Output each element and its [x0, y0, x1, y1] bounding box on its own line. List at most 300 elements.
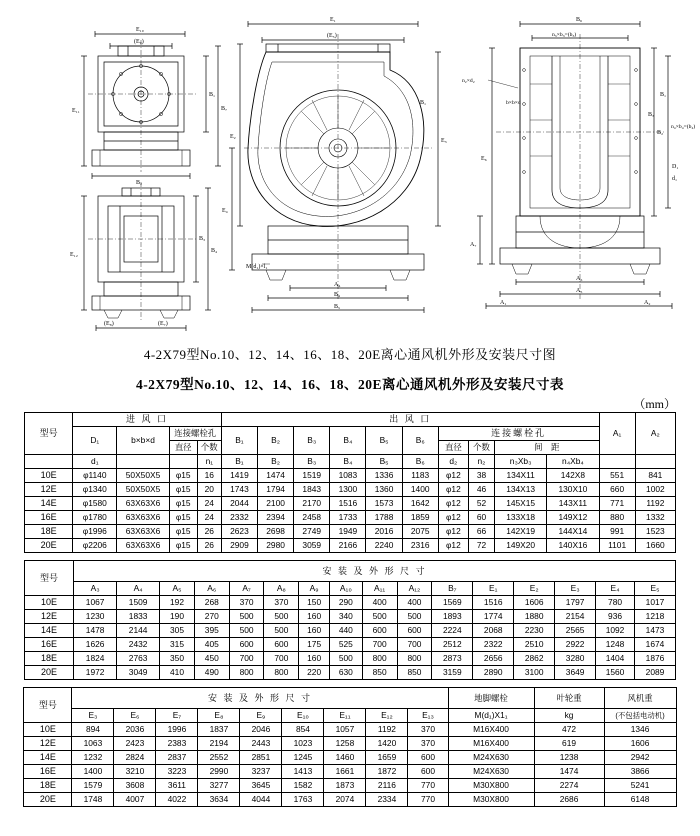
table-row [25, 469, 676, 483]
cell-dim-5: 500 [264, 610, 299, 624]
cell-model: 20E [25, 666, 74, 680]
cell-d1: φ1140 [73, 469, 117, 483]
cell-n1: 20 [197, 483, 221, 497]
cell-dim-14: 1092 [596, 624, 635, 638]
cell-dim-5: 600 [264, 638, 299, 652]
cell-n3b3: 133X18 [495, 511, 547, 525]
last-sub-5: E₁₀ [282, 709, 324, 723]
cell-d1: φ1780 [73, 511, 117, 525]
cell-dim-6: 1661 [324, 765, 366, 779]
cell-dim-5: 854 [282, 723, 324, 737]
table-main [24, 412, 676, 553]
table-row [24, 737, 676, 751]
last-header-group: 安 装 及 外 形 尺 寸 [72, 688, 448, 709]
cell-dim-2: 3223 [156, 765, 198, 779]
cell-n2: 72 [468, 539, 494, 553]
cell-dim-5: 700 [264, 652, 299, 666]
cell-dim-0: 1748 [72, 793, 114, 807]
cell-bxbxd: 63X63X6 [117, 511, 169, 525]
cell-model: 12E [25, 610, 74, 624]
cell-d1: φ1340 [73, 483, 117, 497]
svg-text:(E₇): (E₇) [158, 321, 168, 327]
cell-dim-8: 770 [408, 793, 448, 807]
cell-a1: 880 [599, 511, 635, 525]
cell-b2: 2980 [258, 539, 294, 553]
cell-dim-2: 410 [160, 666, 195, 680]
cell-dim-7: 1659 [366, 751, 408, 765]
cell-bxbxd: 50X50X5 [117, 483, 169, 497]
table-row [25, 497, 676, 511]
cell-dim-2: 1996 [156, 723, 198, 737]
svg-text:E₃: E₃ [441, 138, 447, 144]
cell-model: 14E [25, 624, 74, 638]
cell-dim-4: 3237 [240, 765, 282, 779]
cell-bolt: M16X400 [448, 737, 534, 751]
header-diameter: 直径 [169, 441, 197, 455]
header-diameter-2: 直径 [438, 441, 468, 455]
cell-b5: 1788 [366, 511, 402, 525]
svg-text:B₂: B₂ [136, 180, 143, 186]
cell-bolt: M24X630 [448, 765, 534, 779]
header-b6: B₆ [402, 427, 438, 455]
cell-dim-14: 1560 [596, 666, 635, 680]
cell-b6: 2316 [402, 539, 438, 553]
header-blank [25, 455, 73, 469]
cell-dim-9: 800 [397, 652, 432, 666]
cell-dim-4: 500 [229, 624, 264, 638]
dims-sub-12: E₂ [514, 582, 555, 596]
cell-n3b3: 145X15 [495, 497, 547, 511]
header-b3: B₃ [294, 427, 330, 455]
cell-dim-5: 1245 [282, 751, 324, 765]
cell-b5: 2016 [366, 525, 402, 539]
cell-b2: 1474 [258, 469, 294, 483]
cell-dim-2: 350 [160, 652, 195, 666]
cell-dim-9: 700 [397, 638, 432, 652]
cell-bolt: M24X630 [448, 751, 534, 765]
cell-dim-15: 2089 [634, 666, 675, 680]
cell-bxbxd: 63X63X6 [117, 525, 169, 539]
cell-b5: 1360 [366, 483, 402, 497]
cell-b4: 1516 [330, 497, 366, 511]
cell-n3b3: 142X19 [495, 525, 547, 539]
cell-n4b4: 143X11 [547, 497, 599, 511]
cell-dim-6: 160 [299, 610, 330, 624]
cell-dim-5: 800 [264, 666, 299, 680]
cell-dim-11: 2656 [473, 652, 514, 666]
table-row [25, 596, 676, 610]
header-blank5 [635, 455, 675, 469]
cell-dim-0: 1063 [72, 737, 114, 751]
cell-n4b4: 140X16 [547, 539, 599, 553]
cell-b5: 1336 [366, 469, 402, 483]
cell-d2: φ12 [438, 497, 468, 511]
svg-text:n₄×b₄=(b₄): n₄×b₄=(b₄) [671, 124, 696, 130]
cell-bxbxd: 50X50X5 [117, 469, 169, 483]
dims-sub-11: E₁ [473, 582, 514, 596]
svg-text:E₂: E₂ [230, 134, 236, 140]
cell-model: 16E [24, 765, 72, 779]
svg-text:E₆: E₆ [481, 156, 487, 162]
header-b1: B₁ [221, 427, 257, 455]
cell-impeller: 2274 [534, 779, 604, 793]
dims-sub-0: A₃ [74, 582, 117, 596]
cell-dim-12: 2862 [514, 652, 555, 666]
cell-dim-6: 1057 [324, 723, 366, 737]
cell-dim-12: 1880 [514, 610, 555, 624]
cell-b1: 2332 [221, 511, 257, 525]
cell-dim-3: 2990 [198, 765, 240, 779]
cell-dim-7: 500 [329, 652, 362, 666]
cell-dim-0: 1067 [74, 596, 117, 610]
cell-b2: 1794 [258, 483, 294, 497]
cell-dim-7: 525 [329, 638, 362, 652]
cell-dim-1: 4007 [114, 793, 156, 807]
cell-impeller: 2686 [534, 793, 604, 807]
cell-dim-6: 1460 [324, 751, 366, 765]
cell-dim-2: 305 [160, 624, 195, 638]
cell-b4: 1300 [330, 483, 366, 497]
cell-dim-12: 2230 [514, 624, 555, 638]
cell-fan: 6148 [604, 793, 676, 807]
figure-caption: 4-2X79型No.10、12、14、16、18、20E离心通风机外形及安装尺寸图 [143, 347, 557, 362]
cell-dia: φ15 [169, 539, 197, 553]
header-b6s: B₆ [402, 455, 438, 469]
cell-dim-0: 1824 [74, 652, 117, 666]
svg-text:M(d₁)×l₁: M(d₁)×l₁ [246, 264, 268, 270]
cell-dim-8: 370 [408, 737, 448, 751]
last-sub-1: E₆ [114, 709, 156, 723]
cell-dim-14: 1404 [596, 652, 635, 666]
unit-note: （mm） [633, 397, 676, 411]
cell-dim-0: 1626 [74, 638, 117, 652]
cell-d2: φ12 [438, 525, 468, 539]
cell-dim-10: 2873 [432, 652, 473, 666]
cell-dim-7: 630 [329, 666, 362, 680]
svg-text:A₁: A₁ [500, 300, 507, 306]
cell-dim-13: 2922 [555, 638, 596, 652]
cell-dim-4: 2443 [240, 737, 282, 751]
cell-model: 10E [24, 723, 72, 737]
cell-dim-6: 220 [299, 666, 330, 680]
cell-b5: 1573 [366, 497, 402, 511]
last-impeller-unit: kg [534, 709, 604, 723]
cell-dim-8: 700 [362, 638, 397, 652]
header-b4s: B₄ [330, 455, 366, 469]
header-spacing: 间 距 [495, 441, 600, 455]
last-sub-7: E₁₂ [366, 709, 408, 723]
cell-dim-4: 600 [229, 638, 264, 652]
cell-n3b3: 134X13 [495, 483, 547, 497]
cell-b1: 1419 [221, 469, 257, 483]
svg-text:B₃: B₃ [648, 112, 655, 118]
svg-text:A₅: A₅ [576, 288, 583, 294]
cell-fan: 1606 [604, 737, 676, 751]
cell-dim-4: 2046 [240, 723, 282, 737]
cell-model: 18E [24, 779, 72, 793]
cell-dim-8: 500 [362, 610, 397, 624]
cell-n1: 24 [197, 511, 221, 525]
svg-text:B₁: B₁ [209, 92, 216, 98]
cell-model: 12E [25, 483, 73, 497]
cell-dim-10: 1569 [432, 596, 473, 610]
cell-a1: 1101 [599, 539, 635, 553]
cell-dim-2: 2383 [156, 737, 198, 751]
svg-text:E₁₂: E₁₂ [70, 252, 78, 258]
cell-dia: φ15 [169, 469, 197, 483]
header-count: 个数 [197, 441, 221, 455]
cell-dim-14: 1248 [596, 638, 635, 652]
svg-text:B₇: B₇ [221, 106, 228, 112]
header-bxbxd: b×b×d [117, 427, 169, 455]
svg-text:B₄: B₄ [334, 292, 341, 298]
cell-dim-14: 936 [596, 610, 635, 624]
cell-n2: 38 [468, 469, 494, 483]
svg-text:E₄: E₄ [222, 208, 228, 214]
cell-model: 18E [25, 525, 73, 539]
cell-dim-8: 800 [362, 652, 397, 666]
svg-text:A₂: A₂ [644, 300, 651, 306]
last-sub-2: E₇ [156, 709, 198, 723]
last-sub-6: E₁₁ [324, 709, 366, 723]
header-blank3 [169, 455, 197, 469]
cell-dia: φ15 [169, 525, 197, 539]
svg-text:A₇: A₇ [470, 242, 477, 248]
cell-d2: φ12 [438, 483, 468, 497]
cell-dim-0: 1232 [72, 751, 114, 765]
cell-b3: 3059 [294, 539, 330, 553]
cell-b1: 2909 [221, 539, 257, 553]
header-b5s: B₅ [366, 455, 402, 469]
cell-dim-3: 1837 [198, 723, 240, 737]
cell-d2: φ12 [438, 539, 468, 553]
cell-dim-7: 340 [329, 610, 362, 624]
cell-b4: 1083 [330, 469, 366, 483]
cell-impeller: 472 [534, 723, 604, 737]
cell-n1: 24 [197, 497, 221, 511]
cell-n3b3: 134X11 [495, 469, 547, 483]
cell-b6: 1859 [402, 511, 438, 525]
cell-dim-8: 600 [362, 624, 397, 638]
cell-dim-13: 3280 [555, 652, 596, 666]
cell-dim-9: 600 [397, 624, 432, 638]
last-fan-sub: (不包括电动机) [604, 709, 676, 723]
table-row [24, 723, 676, 737]
cell-a1: 551 [599, 469, 635, 483]
cell-model: 14E [25, 497, 73, 511]
cell-dim-8: 600 [408, 765, 448, 779]
cell-dim-3: 405 [194, 638, 229, 652]
svg-text:(E₈): (E₈) [104, 321, 114, 327]
cell-dim-3: 2552 [198, 751, 240, 765]
svg-text:B₁: B₁ [660, 92, 667, 98]
dims-header-model: 型号 [25, 561, 74, 596]
cell-dim-4: 2851 [240, 751, 282, 765]
cell-dim-10: 1893 [432, 610, 473, 624]
cell-b3: 1843 [294, 483, 330, 497]
table-caption: 4-2X79型No.10、12、14、16、18、20E离心通风机外形及安装尺寸表 [135, 377, 565, 392]
cell-b3: 2458 [294, 511, 330, 525]
cell-dim-3: 268 [194, 596, 229, 610]
dims-sub-2: A₅ [160, 582, 195, 596]
header-a2: A₂ [635, 413, 675, 455]
cell-n1: 26 [197, 539, 221, 553]
header-blank4 [599, 455, 635, 469]
cell-b2: 2100 [258, 497, 294, 511]
table-row [25, 483, 676, 497]
svg-text:B₃: B₃ [199, 236, 206, 242]
last-header-impeller: 叶轮重 [534, 688, 604, 709]
svg-text:(E₅): (E₅) [327, 33, 337, 39]
cell-dim-7: 2116 [366, 779, 408, 793]
svg-text:E₁₀: E₁₀ [136, 27, 144, 33]
cell-a2: 1523 [635, 525, 675, 539]
table-row [25, 638, 676, 652]
cell-dim-2: 4022 [156, 793, 198, 807]
header-blank2 [117, 455, 169, 469]
cell-dim-1: 2824 [114, 751, 156, 765]
cell-dim-4: 700 [229, 652, 264, 666]
cell-a2: 1192 [635, 497, 675, 511]
cell-impeller: 1474 [534, 765, 604, 779]
cell-dim-3: 270 [194, 610, 229, 624]
cell-dim-0: 1400 [72, 765, 114, 779]
cell-dia: φ15 [169, 497, 197, 511]
cell-dim-5: 500 [264, 624, 299, 638]
cell-dim-1: 2144 [117, 624, 160, 638]
cell-n1: 26 [197, 525, 221, 539]
cell-dim-6: 1258 [324, 737, 366, 751]
cell-dim-2: 190 [160, 610, 195, 624]
cell-dim-5: 370 [264, 596, 299, 610]
table-row [25, 652, 676, 666]
svg-text:A₆: A₆ [576, 276, 583, 282]
cell-n2: 66 [468, 525, 494, 539]
cell-dim-0: 894 [72, 723, 114, 737]
last-sub-3: E₈ [198, 709, 240, 723]
cell-dim-6: 1873 [324, 779, 366, 793]
cell-b6: 2075 [402, 525, 438, 539]
cell-model: 12E [24, 737, 72, 751]
cell-dim-0: 1579 [72, 779, 114, 793]
last-bolt-sub: M(d₁)X1₁ [448, 709, 534, 723]
cell-dim-6: 2074 [324, 793, 366, 807]
cell-dim-12: 1606 [514, 596, 555, 610]
cell-bxbxd: 63X63X6 [117, 497, 169, 511]
cell-dim-11: 2890 [473, 666, 514, 680]
dims-sub-8: A₁₁ [362, 582, 397, 596]
dims-header-group: 安 装 及 外 形 尺 寸 [74, 561, 676, 582]
svg-text:d₁: d₁ [672, 176, 678, 182]
cell-dim-6: 160 [299, 652, 330, 666]
cell-model: 20E [24, 793, 72, 807]
last-sub-8: E₁₃ [408, 709, 448, 723]
cell-dim-11: 2322 [473, 638, 514, 652]
cell-a1: 771 [599, 497, 635, 511]
cell-dim-8: 600 [408, 751, 448, 765]
cell-model: 10E [25, 469, 73, 483]
cell-dim-6: 150 [299, 596, 330, 610]
cell-dia: φ15 [169, 511, 197, 525]
table-dims [24, 560, 676, 680]
dims-sub-15: E₅ [634, 582, 675, 596]
cell-d2: φ12 [438, 469, 468, 483]
cell-dim-7: 1192 [366, 723, 408, 737]
cell-n4b4: 144X14 [547, 525, 599, 539]
table-row [24, 751, 676, 765]
cell-n4b4: 149X12 [547, 511, 599, 525]
cell-dim-3: 2194 [198, 737, 240, 751]
dims-sub-5: A₈ [264, 582, 299, 596]
cell-dim-4: 370 [229, 596, 264, 610]
cell-b6: 1642 [402, 497, 438, 511]
table-row [25, 610, 676, 624]
cell-dim-5: 1763 [282, 793, 324, 807]
dims-sub-14: E₄ [596, 582, 635, 596]
cell-b6: 1183 [402, 469, 438, 483]
dims-sub-10: B₇ [432, 582, 473, 596]
cell-dim-15: 1218 [634, 610, 675, 624]
cell-dim-8: 400 [362, 596, 397, 610]
header-b1s: B₁ [221, 455, 257, 469]
cell-d2: φ12 [438, 511, 468, 525]
cell-dim-0: 1478 [74, 624, 117, 638]
header-n3b3: n₃Xb₃ [495, 455, 547, 469]
cell-b3: 2170 [294, 497, 330, 511]
cell-dim-14: 780 [596, 596, 635, 610]
cell-model: 16E [25, 511, 73, 525]
dims-sub-6: A₉ [299, 582, 330, 596]
header-n1: n₁ [197, 455, 221, 469]
svg-text:A₄: A₄ [334, 282, 341, 288]
cell-dim-6: 175 [299, 638, 330, 652]
cell-dim-4: 4044 [240, 793, 282, 807]
cell-fan: 5241 [604, 779, 676, 793]
cell-dim-9: 400 [397, 596, 432, 610]
cell-dim-15: 1674 [634, 638, 675, 652]
cell-b6: 1400 [402, 483, 438, 497]
cell-dim-7: 1872 [366, 765, 408, 779]
cell-dim-10: 2224 [432, 624, 473, 638]
cell-dim-6: 160 [299, 624, 330, 638]
header-d2: d₂ [438, 455, 468, 469]
cell-dim-1: 2432 [117, 638, 160, 652]
cell-dim-5: 1582 [282, 779, 324, 793]
cell-dim-3: 3277 [198, 779, 240, 793]
cell-dim-1: 1509 [117, 596, 160, 610]
cell-dim-8: 370 [408, 723, 448, 737]
svg-text:n₃×b₃=(b₃): n₃×b₃=(b₃) [552, 32, 577, 38]
header-a1: A₁ [599, 413, 635, 455]
dims-sub-1: A₄ [117, 582, 160, 596]
cell-dim-2: 315 [160, 638, 195, 652]
cell-impeller: 619 [534, 737, 604, 751]
cell-a2: 1332 [635, 511, 675, 525]
cell-n2: 60 [468, 511, 494, 525]
cell-dim-4: 500 [229, 610, 264, 624]
cell-fan: 2942 [604, 751, 676, 765]
cell-n4b4: 130X10 [547, 483, 599, 497]
cell-dim-13: 1797 [555, 596, 596, 610]
cell-dim-1: 1833 [117, 610, 160, 624]
cell-dim-7: 2334 [366, 793, 408, 807]
cell-dim-1: 2036 [114, 723, 156, 737]
cell-model: 14E [24, 751, 72, 765]
cell-a2: 1660 [635, 539, 675, 553]
cell-d1: φ1996 [73, 525, 117, 539]
header-n2: n₂ [468, 455, 494, 469]
cell-d1: φ2206 [73, 539, 117, 553]
